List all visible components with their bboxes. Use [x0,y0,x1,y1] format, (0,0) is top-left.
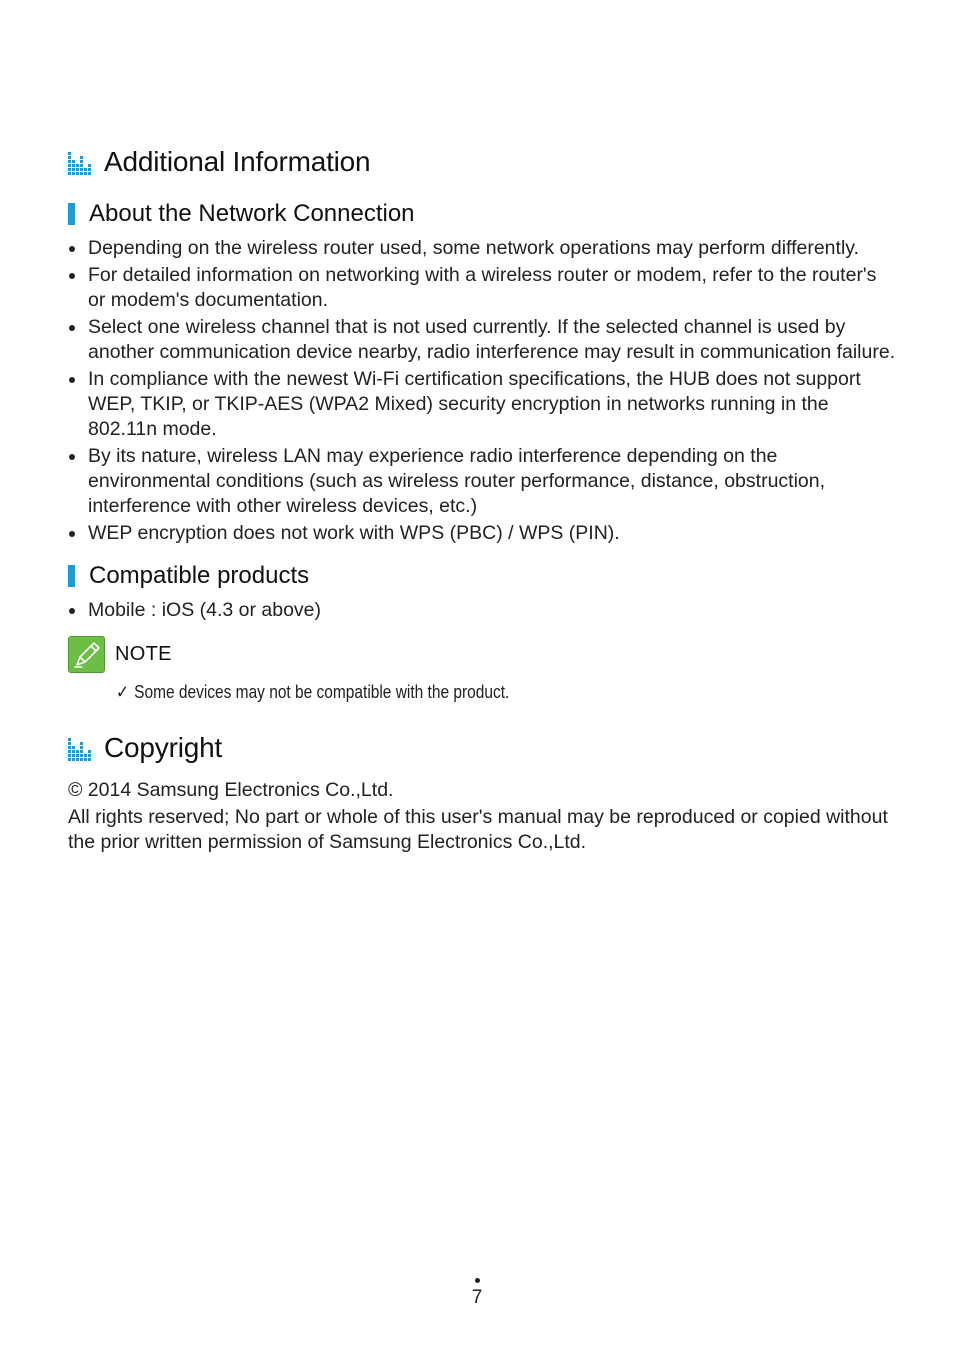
blue-bar-icon [68,565,75,587]
note-text: Some devices may not be compatible with the product. [134,682,510,702]
section-title: Additional Information [104,146,371,177]
list-item: Depending on the wireless router used, some network operations may perform differently. [68,236,898,261]
compatible-bullet-list [68,598,898,625]
pencil-note-icon [68,636,105,673]
list-item: Select one wireless channel that is not used currently. If the selected channel is used by another communication device nearby, radio interference may result in communication failure. [68,315,898,365]
subsection-title: Compatible products [89,562,310,589]
section-heading-copyright [68,732,222,764]
list-item: In compliance with the newest Wi-Fi certification specifications, the HUB does not support WEP, TKIP, or TKIP-AES (WPA2 Mixed) security encryption in networks running in the 802.11n mode. [68,367,898,442]
list-item: Mobile : iOS (4.3 or above) [68,598,898,623]
note-item [116,682,509,703]
copyright-line: © 2014 Samsung Electronics Co.,Ltd. [68,779,394,801]
page-number-text: 7 [471,1287,483,1308]
rights-statement: All rights reserved; No part or whole of this user's manual may be reproduced or copied without the prior written permission of Samsung Electronics Co.,Ltd. [68,806,888,853]
copyright-text [68,778,898,855]
blue-bar-icon [68,203,75,225]
page-number [0,1278,954,1309]
note-header [68,636,172,673]
note-label: NOTE [115,643,172,665]
network-bullet-list [68,236,898,548]
page-dot-icon [475,1278,480,1283]
subsection-heading-compatible [68,562,309,590]
dot-grid-icon [68,738,94,762]
dot-grid-icon [68,152,94,176]
subsection-title: About the Network Connection [89,200,415,227]
section-heading-additional-information [68,146,370,178]
subsection-heading-network [68,200,415,228]
checkmark-icon: ✓ [116,682,129,702]
section-title: Copyright [104,732,223,763]
list-item: For detailed information on networking with a wireless router or modem, refer to the router's or modem's documentation. [68,263,898,313]
list-item: WEP encryption does not work with WPS (PBC) / WPS (PIN). [68,521,898,546]
list-item: By its nature, wireless LAN may experience radio interference depending on the environmental conditions (such as wireless router performance, distance, obstruction, interference with other wireless devices, etc.) [68,444,898,519]
